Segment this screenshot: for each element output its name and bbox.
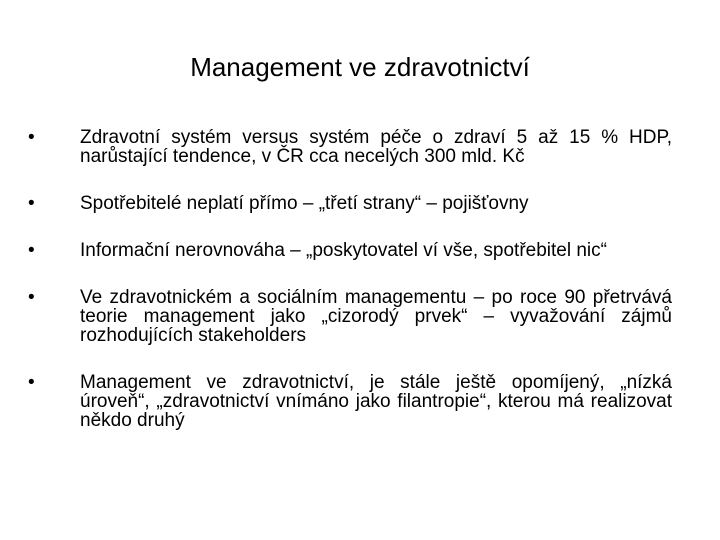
bullet-item <box>28 241 672 260</box>
bullet-item <box>28 373 672 430</box>
bullet-text: Spotřebitelé neplatí přímo – „třetí strany“ – pojišťovny <box>80 193 529 214</box>
bullet-dot-icon: • <box>28 287 35 308</box>
bullet-dot-icon: • <box>28 240 35 261</box>
bullet-text: Ve zdravotnickém a sociálním managementu – po roce 90 přetrvává teorie management jako „cizorodý prvek“ – vyvažování zájmů rozhodujících stakeholders <box>80 287 672 346</box>
bullet-text: Management ve zdravotnictví, je stále ještě opomíjený, „nízká úroveň“, „zdravotnictví vnímáno jako filantropie“, kterou má realizovat někdo druhý <box>80 372 672 431</box>
bullet-list <box>28 118 672 430</box>
bullet-item <box>28 128 672 166</box>
bullet-item <box>28 288 672 345</box>
bullet-text: Informační nerovnováha – „poskytovatel ví vše, spotřebitel nic“ <box>80 240 607 261</box>
bullet-dot-icon: • <box>28 372 35 393</box>
bullet-item <box>28 194 672 213</box>
bullet-text: Zdravotní systém versus systém péče o zdraví 5 až 15 % HDP, narůstající tendence, v ČR cca necelých 300 mld. Kč <box>80 127 672 167</box>
slide-title: Management ve zdravotnictví <box>190 52 530 82</box>
bullet-dot-icon: • <box>28 193 35 214</box>
bullet-dot-icon: • <box>28 127 35 148</box>
